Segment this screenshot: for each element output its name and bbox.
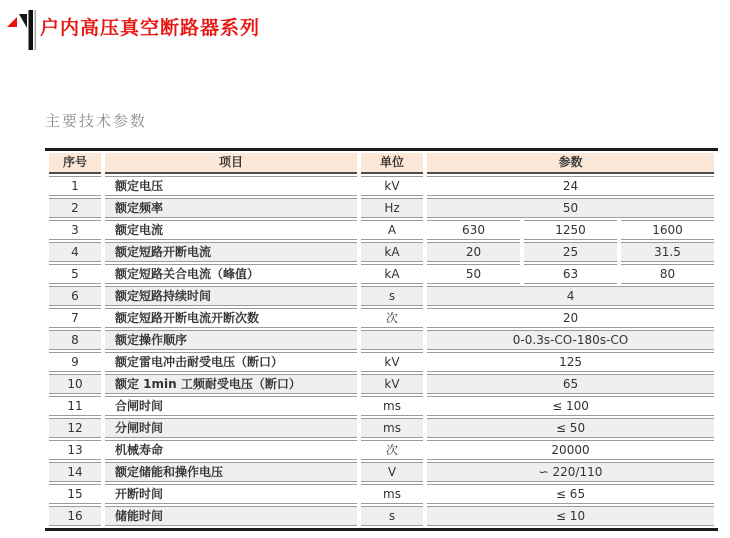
cell-unit: s bbox=[361, 506, 423, 526]
logo-gray-line-icon bbox=[35, 10, 37, 50]
cell-item: 额定雷电冲击耐受电压（断口） bbox=[105, 352, 357, 372]
cell-unit bbox=[361, 330, 423, 350]
cell-item: 分闸时间 bbox=[105, 418, 357, 438]
cell-item: 开断时间 bbox=[105, 484, 357, 504]
cell-no: 14 bbox=[49, 462, 101, 482]
cell-item: 储能时间 bbox=[105, 506, 357, 526]
cell-value: 63 bbox=[524, 264, 617, 284]
table-row bbox=[49, 330, 714, 350]
cell-value: 1250 bbox=[524, 220, 617, 240]
table-row bbox=[49, 264, 714, 284]
cell-item: 额定操作顺序 bbox=[105, 330, 357, 350]
cell-value: ≤ 100 bbox=[427, 396, 714, 416]
spec-table-body bbox=[49, 176, 714, 526]
cell-item: 合闸时间 bbox=[105, 396, 357, 416]
cell-value: 4 bbox=[427, 286, 714, 306]
cell-value: 630 bbox=[427, 220, 520, 240]
cell-value: 20 bbox=[427, 242, 520, 262]
table-row bbox=[49, 286, 714, 306]
page-title: 户内高压真空断路器系列 bbox=[40, 17, 261, 39]
spec-table bbox=[45, 151, 718, 528]
table-row bbox=[49, 220, 714, 240]
cell-value: 125 bbox=[427, 352, 714, 372]
table-row bbox=[49, 484, 714, 504]
table-row bbox=[49, 440, 714, 460]
cell-unit: kA bbox=[361, 264, 423, 284]
cell-value: ≤ 50 bbox=[427, 418, 714, 438]
cell-item: 额定电流 bbox=[105, 220, 357, 240]
table-row bbox=[49, 352, 714, 372]
logo-black-triangle-icon bbox=[19, 14, 27, 28]
cell-item: 额定电压 bbox=[105, 176, 357, 196]
cell-value: 1600 bbox=[621, 220, 714, 240]
cell-no: 8 bbox=[49, 330, 101, 350]
cell-unit: kA bbox=[361, 242, 423, 262]
cell-unit: Hz bbox=[361, 198, 423, 218]
section-title: 主要技术参数 bbox=[45, 112, 148, 130]
table-header-row bbox=[49, 153, 714, 174]
cell-unit: 次 bbox=[361, 440, 423, 460]
cell-value: ∽ 220/110 bbox=[427, 462, 714, 482]
cell-no: 12 bbox=[49, 418, 101, 438]
cell-unit: kV bbox=[361, 374, 423, 394]
cell-unit: A bbox=[361, 220, 423, 240]
cell-no: 3 bbox=[49, 220, 101, 240]
cell-value: ≤ 65 bbox=[427, 484, 714, 504]
cell-value: 50 bbox=[427, 264, 520, 284]
table-row bbox=[49, 396, 714, 416]
table-row bbox=[49, 462, 714, 482]
cell-no: 13 bbox=[49, 440, 101, 460]
cell-unit: V bbox=[361, 462, 423, 482]
cell-no: 11 bbox=[49, 396, 101, 416]
cell-value: 24 bbox=[427, 176, 714, 196]
col-header-item: 项目 bbox=[105, 153, 357, 174]
table-row bbox=[49, 176, 714, 196]
table-row bbox=[49, 506, 714, 526]
cell-item: 机械寿命 bbox=[105, 440, 357, 460]
logo-vertical-bar-icon bbox=[29, 10, 34, 50]
cell-item: 额定频率 bbox=[105, 198, 357, 218]
cell-no: 10 bbox=[49, 374, 101, 394]
cell-unit: ms bbox=[361, 418, 423, 438]
cell-unit: kV bbox=[361, 176, 423, 196]
cell-item: 额定短路关合电流（峰值） bbox=[105, 264, 357, 284]
cell-item: 额定短路开断电流开断次数 bbox=[105, 308, 357, 328]
cell-value: 80 bbox=[621, 264, 714, 284]
logo-icon bbox=[6, 9, 38, 51]
cell-value: 20000 bbox=[427, 440, 714, 460]
cell-item: 额定短路持续时间 bbox=[105, 286, 357, 306]
table-row bbox=[49, 242, 714, 262]
cell-item: 额定储能和操作电压 bbox=[105, 462, 357, 482]
table-row bbox=[49, 308, 714, 328]
cell-no: 2 bbox=[49, 198, 101, 218]
cell-unit: kV bbox=[361, 352, 423, 372]
cell-no: 15 bbox=[49, 484, 101, 504]
cell-value: 20 bbox=[427, 308, 714, 328]
cell-value: 50 bbox=[427, 198, 714, 218]
cell-unit: s bbox=[361, 286, 423, 306]
cell-no: 7 bbox=[49, 308, 101, 328]
cell-value: 0-0.3s-CO-180s-CO bbox=[427, 330, 714, 350]
cell-no: 16 bbox=[49, 506, 101, 526]
brand-mark bbox=[6, 9, 38, 51]
cell-value: ≤ 10 bbox=[427, 506, 714, 526]
table-row bbox=[49, 374, 714, 394]
spec-table-container bbox=[45, 148, 718, 531]
table-row bbox=[49, 198, 714, 218]
cell-no: 4 bbox=[49, 242, 101, 262]
cell-value: 31.5 bbox=[621, 242, 714, 262]
cell-no: 9 bbox=[49, 352, 101, 372]
cell-value: 25 bbox=[524, 242, 617, 262]
logo-red-triangle-icon bbox=[7, 17, 17, 27]
col-header-unit: 单位 bbox=[361, 153, 423, 174]
cell-no: 1 bbox=[49, 176, 101, 196]
cell-item: 额定 1min 工频耐受电压（断口） bbox=[105, 374, 357, 394]
table-row bbox=[49, 418, 714, 438]
cell-unit: 次 bbox=[361, 308, 423, 328]
cell-value: 65 bbox=[427, 374, 714, 394]
col-header-no: 序号 bbox=[49, 153, 101, 174]
col-header-params: 参数 bbox=[427, 153, 714, 174]
cell-no: 6 bbox=[49, 286, 101, 306]
cell-no: 5 bbox=[49, 264, 101, 284]
cell-unit: ms bbox=[361, 484, 423, 504]
cell-unit: ms bbox=[361, 396, 423, 416]
cell-item: 额定短路开断电流 bbox=[105, 242, 357, 262]
